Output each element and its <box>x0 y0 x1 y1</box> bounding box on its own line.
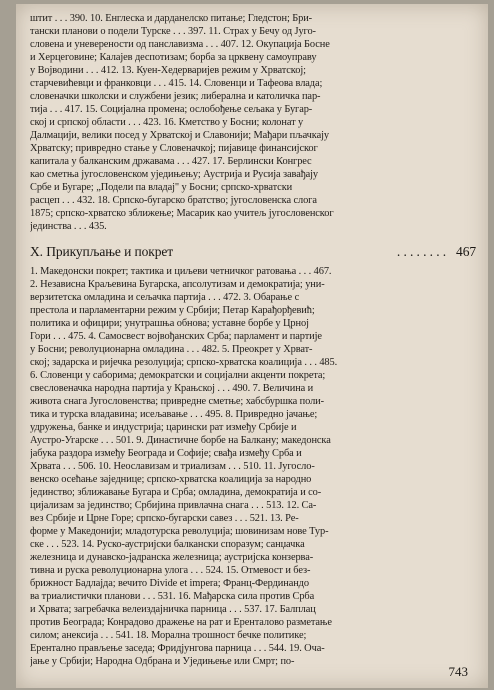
toc-line: тивна и руска револуционарна улога . . . 524. 15. Отмевост и без- <box>30 565 311 576</box>
toc-line: ске . . . 523. 14. Руско-аустријски балкански споразум; санџачка <box>30 539 305 550</box>
table-of-contents <box>30 12 476 668</box>
page-number: 743 <box>448 664 468 679</box>
toc-line: старчевићевци и франковци . . . 415. 14. Словенци и Тафеова влада; <box>30 78 323 89</box>
toc-line: 2. Независна Краљевина Бугарска, апсолутизам и демократија; уни- <box>30 279 325 290</box>
toc-line: вез Србије и Црне Горе; српско-бугарски савез . . . 521. 13. Ре- <box>30 513 299 524</box>
toc-line: живота снага Југословенства; привредне сметње; хабсбуршка поли- <box>30 396 324 407</box>
toc-line: јање у Србији; Народна Одбрана и Уједињење или Смрт; по- <box>30 656 295 667</box>
toc-line: свесловеначка народна партија у Крањској . . . 490. 7. Величина и <box>30 383 314 394</box>
toc-line: тански планови о подели Турске . . . 397. 11. Страх у Бечу од Југо- <box>30 26 316 37</box>
book-page <box>16 4 488 688</box>
toc-line: Хрватску; привредно стање у Словеначкој; пијавице финансијског <box>30 143 318 154</box>
toc-line: престола и парламентарни режим у Србији; Петар Карађорђевић; <box>30 305 315 316</box>
toc-line: Аустро-Угарске . . . 501. 9. Династичне борбе на Балкану; македонска <box>30 435 331 446</box>
chapter-page: 467 <box>456 244 476 259</box>
toc-line: тика и турска владавина; исељавање . . . 495. 8. Привредно јачање; <box>30 409 318 420</box>
toc-line: капитала у балканским државама . . . 427. 17. Берлински Конгрес <box>30 156 312 167</box>
toc-line: и Хрвата; загребачка велеиздајничка парница . . . 537. 17. Балплац <box>30 604 316 615</box>
toc-line: словеначки школски и службени језик; либерална и католичка пар- <box>30 91 321 102</box>
toc-line: Далмацији, велики посед у Хрватској и Славонији; Мађари пљачкају <box>30 130 329 141</box>
toc-line: 6. Словенци у саборима; демократски и социјални акценти покрета; <box>30 370 326 381</box>
toc-line: јединство; зближавање Бугара и Срба; омладина, демократија и со- <box>30 487 322 498</box>
toc-line: силом; анексија . . . 541. 18. Морална трошност бечке политике; <box>30 630 307 641</box>
toc-line: Гори . . . 475. 4. Самосвест војвођанских Срба; парламент и партије <box>30 331 322 342</box>
toc-line: железница и дунавско-јадранска железница; аустријска конзерва- <box>30 552 314 563</box>
chapter-ix-entries <box>30 12 476 233</box>
toc-line: против Београда; Конрадово дражење на рат и Еренталово разметање <box>30 617 332 628</box>
toc-line: и Херцеговине; Калајев деспотизам; борба за црквену самоуправу <box>30 52 317 63</box>
toc-line: Хрвата . . . 506. 10. Неославизам и триализам . . . 510. 11. Југосло- <box>30 461 315 472</box>
toc-line: 1875; српско-хрватско зближење; Масарик као учитељ југословенског <box>30 208 334 219</box>
toc-line: као сметња југословенском уједињењу; Аустрија и Русија завађају <box>30 169 319 180</box>
chapter-title: X. Прикупљање и покрет <box>30 244 174 259</box>
toc-line: венско осећање заједнице; српско-хрватска коалиција за народно <box>30 474 312 485</box>
leader-dots: . . . . . . . . <box>396 244 447 259</box>
toc-line: форме у Македонији; младотурска револуција; шовинизам нове Тур- <box>30 526 329 537</box>
toc-line: тија . . . 417. 15. Социјална промена; ослобођење сељака у Бугар- <box>30 104 313 115</box>
toc-line: штит . . . 390. 10. Енглеска и дарданелско питање; Гледстон; Бри- <box>30 13 313 24</box>
toc-line: јединства . . . 435. <box>30 221 107 232</box>
toc-line: јабука раздора између Београда и Софије; свађа између Срба и <box>30 448 302 459</box>
toc-line: цијализам за јединство; Србијина привлачна снага . . . 513. 12. Са- <box>30 500 317 511</box>
toc-line: Ерентално прављење заседа; Фридјунгова парница . . . 544. 19. Оча- <box>30 643 325 654</box>
toc-line: словена и уневерености од панславизма . . . 407. 12. Окупација Босне <box>30 39 330 50</box>
toc-line: удружења, банке и индустрија; царински рат између Србије и <box>30 422 297 433</box>
toc-line: у Босни; револуционарна омладина . . . 482. 5. Преокрет у Хрват- <box>30 344 313 355</box>
toc-line: политика и официри; унутрашња обнова; уставне борбе у Црној <box>30 318 309 329</box>
toc-line: ској и српској области . . . 423. 16. Кметство у Босни; колонат у <box>30 117 304 128</box>
toc-line: Србе и Бугаре; „Подели па владај" у Босни; српско-хрватски <box>30 182 293 193</box>
toc-line: расцеп . . . 432. 18. Српско-бугарско братство; југословенска слога <box>30 195 317 206</box>
chapter-x-entries <box>30 265 476 668</box>
toc-line: брижност Бадлајда; вечито Divide et impera; Франц-Фердинандо <box>30 578 309 589</box>
toc-line: у Војводини . . . 412. 13. Куен-Хедерваријев режим у Хрватској; <box>30 65 306 76</box>
chapter-heading <box>30 242 476 262</box>
toc-line: 1. Македонски покрет; тактика и циљеви четничког ратовања . . . 467. <box>30 266 332 277</box>
toc-line: верзитетска омладина и сељачка партија . . . 472. 3. Обарање с <box>30 292 300 303</box>
toc-line: ској; задарска и ријечка резолуција; српско-хрватска коалиција . . . 485. <box>30 357 338 368</box>
toc-line: ва триалистички планови . . . 531. 16. Мађарска сила против Срба <box>30 591 315 602</box>
